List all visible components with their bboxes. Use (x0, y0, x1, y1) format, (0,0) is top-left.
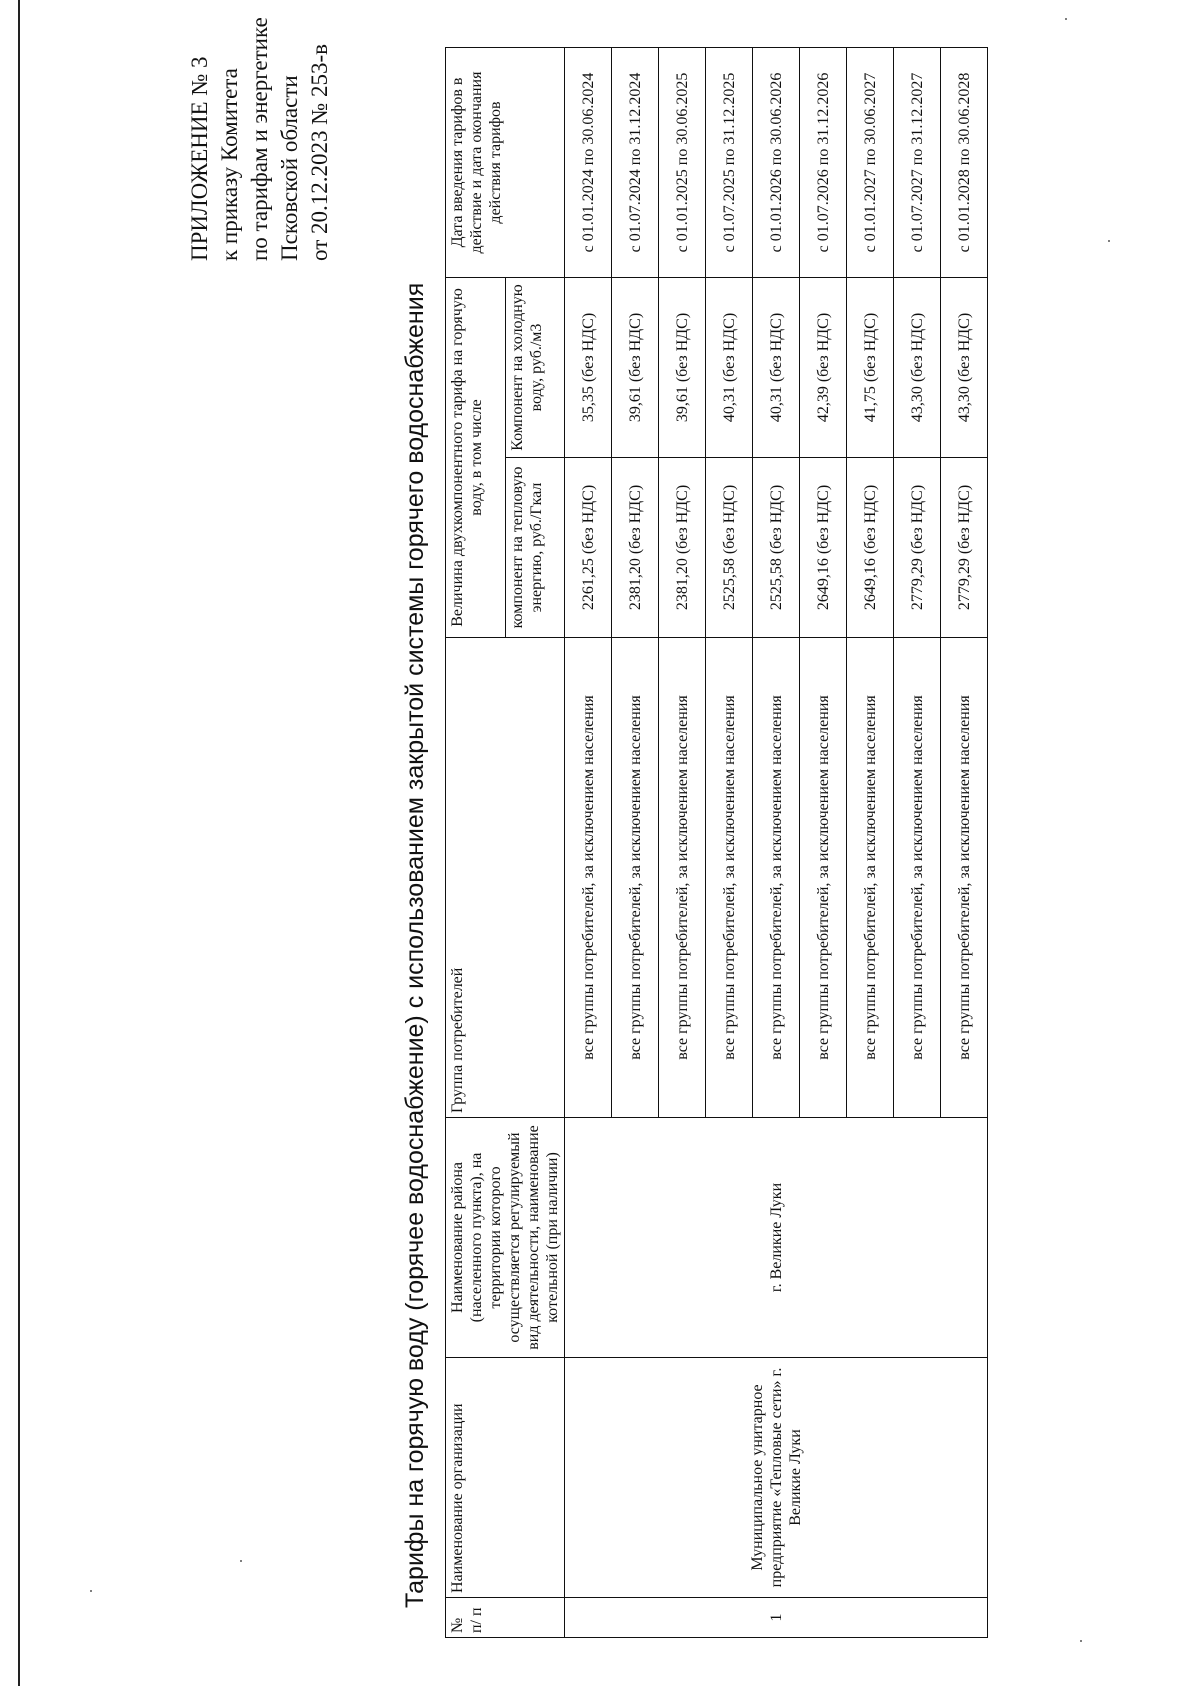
cold-component-value: 39,61 (без НДС) (612, 277, 659, 457)
heat-component-value: 2381,20 (без НДС) (612, 458, 659, 638)
heat-component-value: 2525,58 (без НДС) (706, 458, 753, 638)
heat-component-value: 2649,16 (без НДС) (847, 458, 894, 638)
tariff-period: с 01.01.2024 по 30.06.2024 (565, 47, 612, 277)
consumer-group: все группы потребителей, за исключением населения (659, 638, 706, 1118)
heat-component-value: 2381,20 (без НДС) (659, 458, 706, 638)
appendix-line: от 20.12.2023 № 253-в (307, 44, 332, 261)
tariff-period: с 01.07.2025 по 31.12.2025 (706, 47, 753, 277)
heat-component-value: 2649,16 (без НДС) (800, 458, 847, 638)
cold-component-value: 40,31 (без НДС) (706, 277, 753, 457)
table-row (565, 47, 612, 1637)
tariff-period: с 01.01.2027 по 30.06.2027 (847, 47, 894, 277)
consumer-group: все группы потребителей, за исключением населения (894, 638, 941, 1118)
cold-component-value: 42,39 (без НДС) (800, 277, 847, 457)
tariff-period: с 01.01.2025 по 30.06.2025 (659, 47, 706, 277)
org-number: 1 (565, 1598, 988, 1638)
heat-component-value: 2779,29 (без НДС) (894, 458, 941, 638)
heat-component-value: 2779,29 (без НДС) (941, 458, 988, 638)
header-dates: Дата введения тарифов в действие и дата окончания действия тарифов (446, 47, 565, 277)
header-number: № п/ п (446, 1598, 565, 1638)
consumer-group: все группы потребителей, за исключением населения (706, 638, 753, 1118)
appendix-line: ПРИЛОЖЕНИЕ № 3 (187, 56, 212, 261)
district-name: г. Великие Луки (565, 1118, 988, 1358)
cold-component-value: 41,75 (без НДС) (847, 277, 894, 457)
appendix-line: к приказу Комитета (217, 68, 242, 261)
appendix-line: по тарифам и энергетике (247, 17, 272, 261)
tariff-period: с 01.01.2026 по 30.06.2026 (753, 47, 800, 277)
consumer-group: все группы потребителей, за исключением населения (941, 638, 988, 1118)
consumer-group: все группы потребителей, за исключением населения (753, 638, 800, 1118)
consumer-group: все группы потребителей, за исключением населения (565, 638, 612, 1118)
document-title: Тарифы на горячую воду (горячее водоснабжение) с использованием закрытой системы горячего водоснабжения (401, 282, 429, 1608)
consumer-group: все группы потребителей, за исключением населения (800, 638, 847, 1118)
heat-component-value: 2261,25 (без НДС) (565, 458, 612, 638)
appendix-block (185, 17, 335, 261)
tariff-table (445, 47, 988, 1638)
cold-component-value: 43,30 (без НДС) (941, 277, 988, 457)
header-heat-component: компонент на тепловую энергию, руб./Гкал (505, 458, 565, 638)
org-name: Муниципальное унитарное предприятие «Тепловые сети» г. Великие Луки (565, 1358, 988, 1598)
appendix-line: Псковской области (277, 75, 302, 261)
header-organization: Наименование организации (446, 1358, 565, 1598)
consumer-group: все группы потребителей, за исключением населения (612, 638, 659, 1118)
tariff-period: с 01.07.2026 по 31.12.2026 (800, 47, 847, 277)
cold-component-value: 40,31 (без НДС) (753, 277, 800, 457)
heat-component-value: 2525,58 (без НДС) (753, 458, 800, 638)
tariff-period: с 01.07.2024 по 31.12.2024 (612, 47, 659, 277)
tariff-period: с 01.01.2028 по 30.06.2028 (941, 47, 988, 277)
header-consumer-group: Группа потребителей (446, 638, 565, 1118)
header-cold-component: Компонент на холодную воду, руб./м3 (505, 277, 565, 457)
header-district: Наименование района (населенного пункта), на территории которого осуществляется регулируемый вид деятельности, наименование котельной (при наличии) (446, 1118, 565, 1358)
cold-component-value: 39,61 (без НДС) (659, 277, 706, 457)
cold-component-value: 35,35 (без НДС) (565, 277, 612, 457)
header-tariff-value: Величина двухкомпонентного тарифа на горячую воду, в том числе (446, 277, 506, 637)
tariff-period: с 01.07.2027 по 31.12.2027 (894, 47, 941, 277)
consumer-group: все группы потребителей, за исключением населения (847, 638, 894, 1118)
cold-component-value: 43,30 (без НДС) (894, 277, 941, 457)
